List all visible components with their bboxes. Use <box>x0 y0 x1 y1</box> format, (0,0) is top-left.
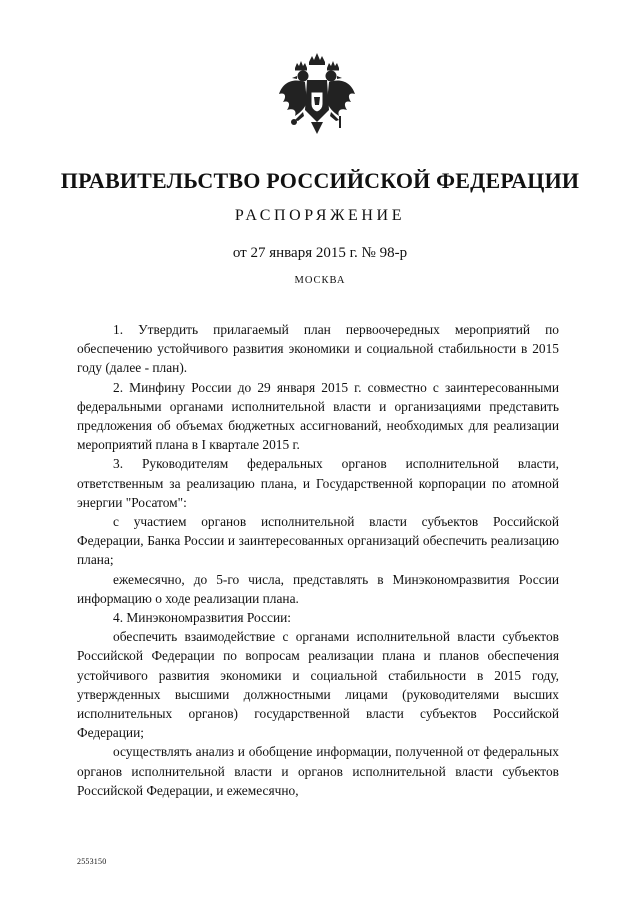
paragraph: 4. Минэкономразвития России: <box>113 610 292 626</box>
government-title: ПРАВИТЕЛЬСТВО РОССИЙСКОЙ ФЕДЕРАЦИИ <box>60 168 580 193</box>
paragraph: 3. Руководителям федеральных органов исполнительной власти, ответственным за реализацию плана, и Государственной корпорации по атомной энергии "Росатом": <box>77 456 559 510</box>
paragraph: 1. Утвердить прилагаемый план первоочередных мероприятий по обеспечению устойчивого развития экономики и социальной стабильности в 2015 году (далее - план). <box>77 322 559 376</box>
document-type: РАСПОРЯЖЕНИЕ <box>234 207 406 224</box>
paragraph: с участием органов исполнительной власти субъектов Российской Федерации, Банка России и заинтересованных организаций обеспечить реализацию плана; <box>77 514 559 568</box>
document-date-number: от 27 января 2015 г. № 98-р <box>232 245 408 261</box>
paragraph: осуществлять анализ и обобщение информации, полученной от федеральных органов исполнительной власти и органов исполнительной власти субъектов Российской Федерации, и ежемесячно, <box>77 744 559 798</box>
paragraph: ежемесячно, до 5-го числа, представлять в Минэкономразвития России информацию о ходе реализации плана. <box>77 571 559 606</box>
paragraph: 2. Минфину России до 29 января 2015 г. совместно с заинтересованными федеральными органами исполнительной власти и организациями представить предложения об объемах бюджетных ассигнований, необходимых для реализации мероприятий плана в I квартале 2015 г. <box>77 379 559 453</box>
document-code: 2553150 <box>77 857 107 866</box>
document-body <box>77 320 559 800</box>
russian-coat-of-arms-icon <box>273 48 361 144</box>
paragraph: обеспечить взаимодействие с органами исполнительной власти субъектов Российской Федерации по вопросам реализации плана и планов обеспечения устойчивого развития экономики и социальной стабильности в 2015 году, утвержденных высшими должностными лицами (руководителями высших исполнительных органов) государственной власти субъектов Российской Федерации; <box>77 629 559 741</box>
document-city: МОСКВА <box>294 275 346 286</box>
